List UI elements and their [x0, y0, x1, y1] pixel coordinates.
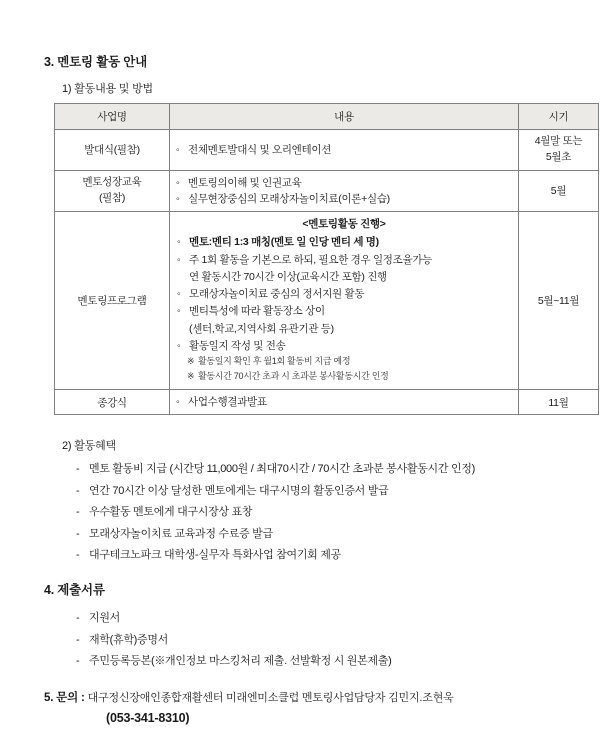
row-period-opening — [519, 130, 599, 171]
program-item: ◦ 주 1회 활동을 기본으로 하되, 필요한 경우 일정조율가능 — [176, 252, 512, 268]
table-header-row — [55, 104, 599, 130]
program-subitem: 연 활동시간 70시간 이상(교육시간 포함) 진행 — [189, 270, 387, 283]
period-line-1: 4월말 또는 — [534, 135, 583, 147]
row-name-training — [55, 170, 170, 212]
list-item: - 연간 70시간 이상 달성한 멘토에게는 대구시명의 활동인증서 발급 — [76, 481, 562, 502]
program-item: ◦ 멘토:멘티 1:3 매칭(멘토 일 인당 멘티 세 명) — [176, 234, 512, 250]
program-note: ※ 활동일지 확인 후 월1회 활동비 지급 예정 — [176, 355, 512, 369]
list-item: - 지원서 — [76, 608, 562, 629]
row-name-closing: 종강식 — [55, 390, 170, 415]
row-period-program: 5월~11월 — [519, 212, 599, 390]
row-content-closing — [170, 390, 519, 415]
section-heading-documents: 4. 제출서류 — [44, 583, 105, 598]
content-bullet: ◦ 사업수행결과발표 — [176, 394, 512, 410]
program-title: <멘토링활동 진행> — [302, 218, 386, 231]
list-item: - 대구테크노파크 대학생-실무자 특화사업 참여기회 제공 — [76, 545, 562, 566]
table-row — [55, 212, 599, 390]
row-content-training — [170, 170, 519, 212]
list-item: - 멘토 활동비 지급 (시간당 11,000원 / 최대70시간 / 70시간 초과분 봉사활동시간 인정) — [76, 459, 562, 480]
list-item: - 재학(휴학)증명서 — [76, 630, 562, 651]
row-content-program — [170, 212, 519, 390]
row-period-training: 5월 — [519, 170, 599, 212]
contact-line — [44, 689, 562, 705]
program-subitem: (센터,학교,지역사회 유관기관 등) — [189, 322, 334, 335]
list-item: - 우수활동 멘토에게 대구시장상 표창 — [76, 502, 562, 523]
content-bullet: ◦ 실무현장중심의 모래상자놀이치료(이론+실습) — [176, 191, 512, 207]
row-name-line-2: (필참) — [98, 191, 126, 204]
table-row — [55, 390, 599, 415]
row-name-line-1: 멘토성장교육 — [82, 176, 142, 189]
row-name-opening: 발대식(필참) — [55, 130, 170, 171]
table-header-content: 내용 — [170, 104, 519, 130]
row-name-program: 멘토링프로그램 — [55, 212, 170, 390]
contact-text: 대구정신장애인종합재활센터 미래엔미소클럽 멘토링사업담당자 김민지.조현욱 — [87, 691, 454, 704]
program-item: ◦ 멘티특성에 따라 활동장소 상이 — [176, 303, 512, 319]
subheading-activity-content: 1) 활동내용 및 방법 — [62, 83, 153, 95]
table-header-period: 시기 — [519, 104, 599, 130]
period-line-2: 5월초 — [545, 150, 572, 163]
content-bullet: ◦ 멘토링의이해 및 인권교육 — [176, 175, 512, 191]
mentoring-schedule-table — [54, 103, 599, 415]
contact-label: 5. 문의 : — [44, 691, 85, 704]
subheading-benefits: 2) 활동혜택 — [62, 440, 116, 453]
table-header-name: 사업명 — [55, 104, 170, 130]
table-row — [55, 130, 599, 171]
section-heading-mentoring: 3. 멘토링 활동 안내 — [44, 55, 147, 69]
program-item: ◦ 활동일지 작성 및 전송 — [176, 338, 512, 354]
documents-list — [76, 608, 562, 672]
benefits-list — [76, 459, 562, 566]
contact-phone: (053-341-8310) — [106, 710, 190, 725]
content-bullet: ◦ 전체멘토발대식 및 오리엔테이션 — [176, 142, 512, 158]
row-content-opening — [170, 130, 519, 171]
table-row — [55, 170, 599, 212]
list-item: - 모래상자놀이치료 교육과정 수료증 발급 — [76, 524, 562, 545]
program-note: ※ 활동시간 70시간 초과 시 초과분 봉사활동시간 인정 — [176, 370, 512, 384]
program-item: ◦ 모래상자놀이치료 중심의 정서지원 활동 — [176, 286, 512, 302]
list-item: - 주민등록등본(※개인정보 마스킹처리 제출. 선발확정 시 원본제출) — [76, 651, 562, 672]
row-period-closing: 11월 — [519, 390, 599, 415]
